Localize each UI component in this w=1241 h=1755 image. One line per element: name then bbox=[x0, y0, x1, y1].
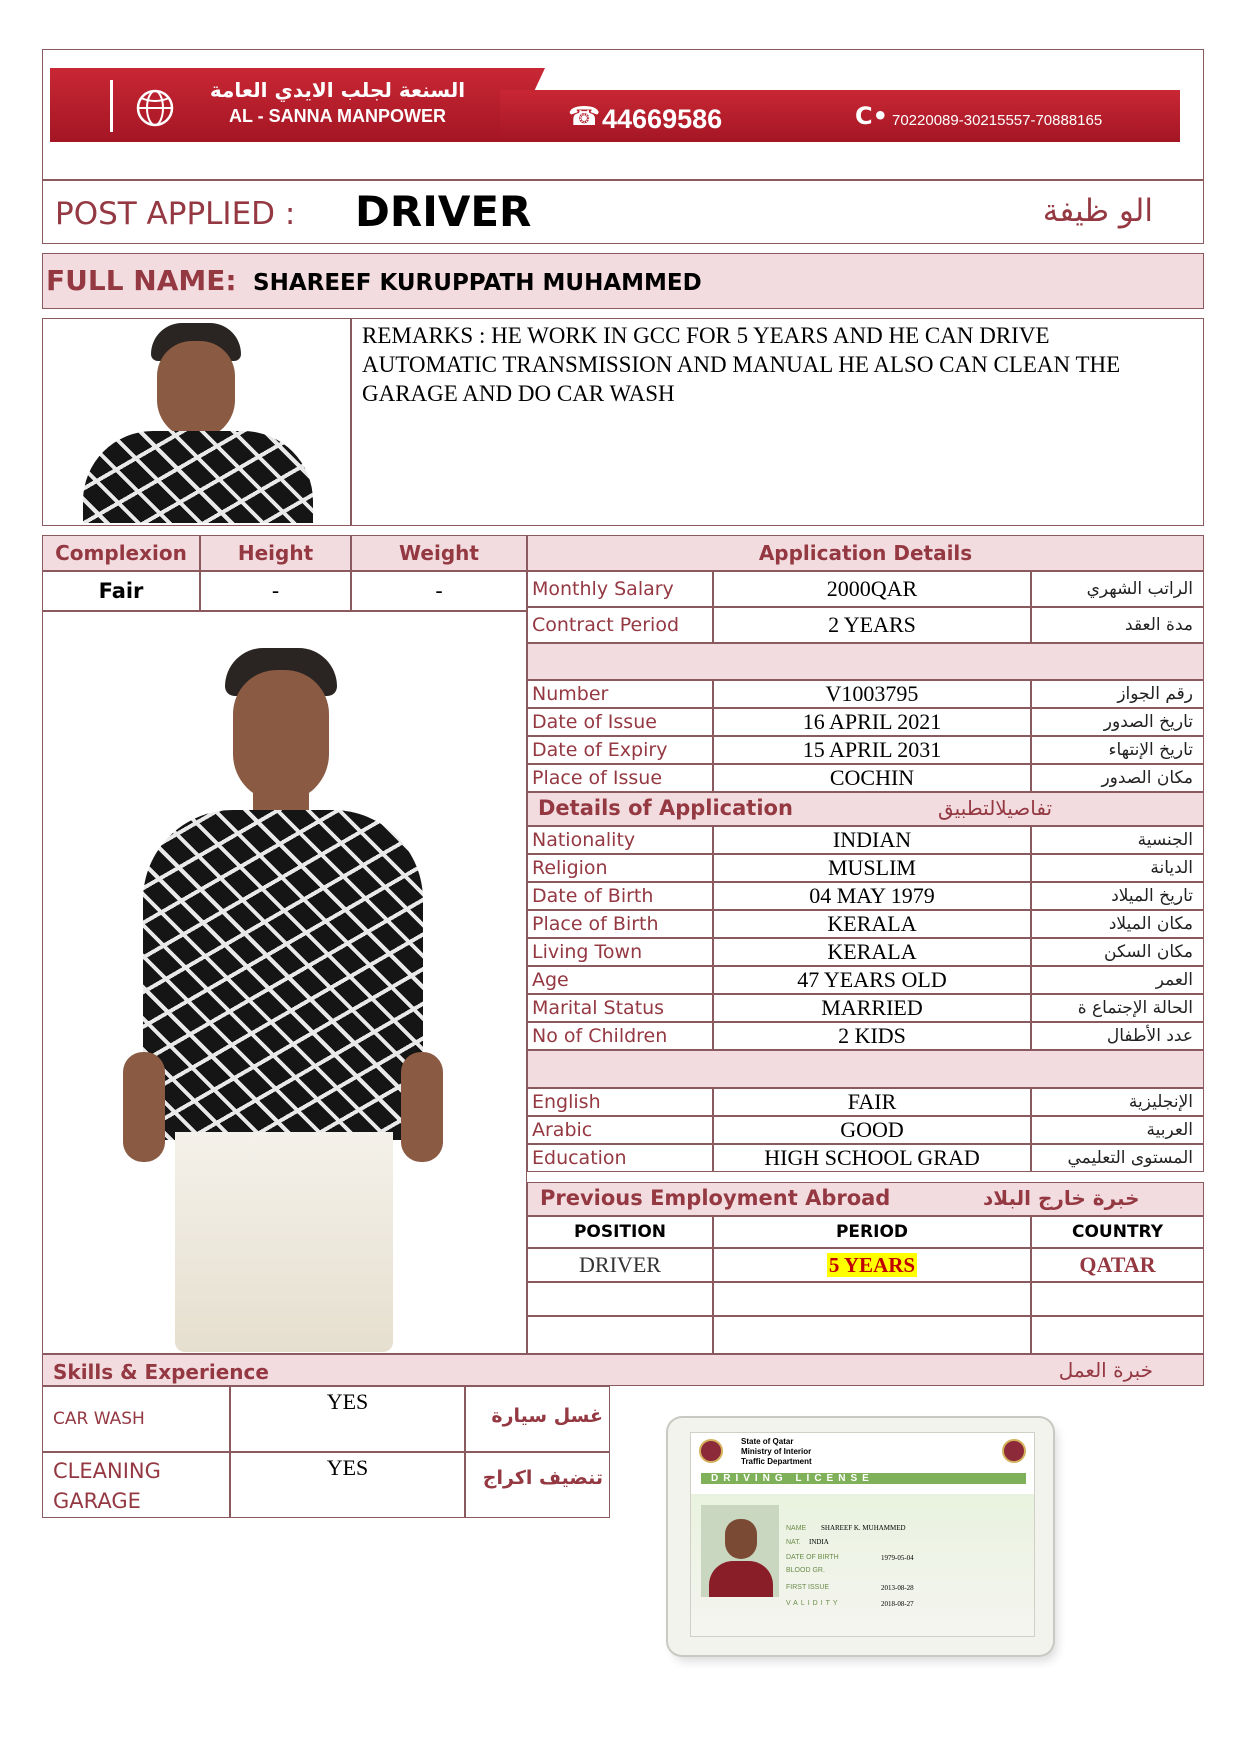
weight-header: Weight bbox=[351, 535, 527, 571]
license-photo-face bbox=[725, 1519, 757, 1559]
full-photo-left-arm bbox=[123, 1052, 165, 1162]
row-monthly-salary-value: 2000QAR bbox=[713, 571, 1031, 607]
license-photo bbox=[701, 1505, 779, 1597]
small-photo-frame bbox=[42, 318, 351, 526]
license-dob-label: DATE OF BIRTH bbox=[786, 1554, 839, 1561]
phone-number: 44669586 bbox=[602, 104, 723, 134]
row-english-value: FAIR bbox=[713, 1088, 1031, 1116]
company-name-en: AL - SANNA MANPOWER bbox=[229, 106, 446, 126]
remarks-box bbox=[351, 318, 1204, 526]
full-photo-mundu bbox=[175, 1132, 393, 1352]
license-state: State of Qatar bbox=[741, 1437, 794, 1446]
row-date-of-birth-value: 04 MAY 1979 bbox=[713, 882, 1031, 910]
license-department: Traffic Department bbox=[741, 1457, 812, 1466]
row-living-town-value: KERALA bbox=[713, 938, 1031, 966]
license-name: SHAREEF K. MUHAMMED bbox=[821, 1524, 906, 1532]
row-english-ar: الإنجليزية bbox=[1031, 1088, 1204, 1116]
row-arabic-label: Arabic bbox=[527, 1116, 713, 1144]
row-number-label: Number bbox=[527, 680, 713, 708]
license-first-issue-label: FIRST ISSUE bbox=[786, 1584, 830, 1591]
row-place-of-birth-label: Place of Birth bbox=[527, 910, 713, 938]
row-date-of-birth-ar: تاريخ الميلاد bbox=[1031, 882, 1204, 910]
row-living-town-ar: مكان السكن bbox=[1031, 938, 1204, 966]
row-place-of-issue-label: Place of Issue bbox=[527, 764, 713, 792]
row-religion-ar: الديانة bbox=[1031, 854, 1204, 882]
skill-cleaning-ar-cell bbox=[465, 1452, 610, 1518]
skill-car-wash-text: CAR WASH bbox=[53, 1409, 145, 1429]
post-label: POST APPLIED : bbox=[55, 196, 296, 232]
license-nat: INDIA bbox=[809, 1538, 829, 1546]
employment-empty-a3 bbox=[1031, 1282, 1204, 1316]
row-date-of-expiry-value: 15 APRIL 2031 bbox=[713, 736, 1031, 764]
row-education-value: HIGH SCHOOL GRAD bbox=[713, 1144, 1031, 1172]
column-country: COUNTRY bbox=[1031, 1216, 1204, 1248]
row-religion-value: MUSLIM bbox=[713, 854, 1031, 882]
employment-header-ar: خبرة خارج البلاد bbox=[983, 1186, 1140, 1210]
employment-empty-b3 bbox=[1031, 1316, 1204, 1354]
license-ministry: Ministry of Interior bbox=[741, 1447, 812, 1456]
skill-cleaning-value-cell bbox=[230, 1452, 465, 1518]
row-english-label: English bbox=[527, 1088, 713, 1116]
post-value: DRIVER bbox=[355, 187, 532, 236]
row-date-of-birth-label: Date of Birth bbox=[527, 882, 713, 910]
row-place-of-issue-value: COCHIN bbox=[713, 764, 1031, 792]
row-monthly-salary-label: Monthly Salary bbox=[527, 571, 713, 607]
license-validity: 2018-08-27 bbox=[881, 1600, 914, 1608]
full-photo-shirt bbox=[143, 810, 423, 1140]
employment-empty-a2 bbox=[713, 1282, 1031, 1316]
row-living-town-label: Living Town bbox=[527, 938, 713, 966]
skills-header-row bbox=[42, 1354, 1204, 1386]
complexion-value: Fair bbox=[42, 571, 200, 611]
details-header: Details of Application bbox=[538, 796, 793, 820]
employment-position: DRIVER bbox=[527, 1248, 713, 1282]
phone-icon: ☎ bbox=[568, 102, 601, 132]
skill-cleaning-label bbox=[42, 1452, 230, 1518]
row-number-ar: رقم الجواز bbox=[1031, 680, 1204, 708]
license-emblem-right bbox=[1002, 1439, 1026, 1463]
employment-country: QATAR bbox=[1031, 1248, 1204, 1282]
row-marital-status-ar: الحالة الإجتماع ة bbox=[1031, 994, 1204, 1022]
license-emblem-left bbox=[699, 1439, 723, 1463]
application-details-header: Application Details bbox=[527, 535, 1204, 571]
row-place-of-issue-ar: مكان الصدور bbox=[1031, 764, 1204, 792]
row-no-of-children-label: No of Children bbox=[527, 1022, 713, 1050]
row-nationality-ar: الجنسية bbox=[1031, 826, 1204, 854]
spacer-languages bbox=[527, 1050, 1204, 1088]
row-place-of-birth-ar: مكان الميلاد bbox=[1031, 910, 1204, 938]
post-row bbox=[42, 180, 1204, 244]
full-photo bbox=[103, 632, 463, 1352]
license-title: DRIVING LICENSE bbox=[701, 1473, 1026, 1484]
row-nationality-label: Nationality bbox=[527, 826, 713, 854]
row-date-of-issue-value: 16 APRIL 2021 bbox=[713, 708, 1031, 736]
spacer-passport bbox=[527, 643, 1204, 680]
skill-car-wash-value-cell bbox=[230, 1386, 465, 1452]
small-photo bbox=[69, 323, 327, 523]
license-validity-label: VALIDITY bbox=[786, 1600, 841, 1607]
row-no-of-children-value: 2 KIDS bbox=[713, 1022, 1031, 1050]
skill-car-wash-ar-cell bbox=[465, 1386, 610, 1452]
small-photo-shirt bbox=[83, 431, 313, 523]
globe-icon bbox=[135, 88, 175, 128]
employment-empty-b1 bbox=[527, 1316, 713, 1354]
name-label: FULL NAME: bbox=[46, 264, 237, 297]
row-nationality-value: INDIAN bbox=[713, 826, 1031, 854]
employment-period-cell bbox=[713, 1248, 1031, 1282]
row-monthly-salary-ar: الراتب الشهري bbox=[1031, 571, 1204, 607]
complexion-header: Complexion bbox=[42, 535, 200, 571]
row-no-of-children-ar: عدد الأطفال bbox=[1031, 1022, 1204, 1050]
skill-cleaning-text: CLEANING GARAGE bbox=[53, 1459, 161, 1513]
license-blood-label: BLOOD GR. bbox=[786, 1567, 825, 1574]
row-age-ar: العمر bbox=[1031, 966, 1204, 994]
employment-empty-a1 bbox=[527, 1282, 713, 1316]
mobile-icon: C• bbox=[855, 102, 888, 130]
full-photo-right-arm bbox=[401, 1052, 443, 1162]
skills-header-ar: خبرة العمل bbox=[1058, 1358, 1153, 1382]
banner-divider bbox=[110, 80, 113, 132]
row-education-ar: المستوى التعليمي bbox=[1031, 1144, 1204, 1172]
column-period: PERIOD bbox=[713, 1216, 1031, 1248]
height-header: Height bbox=[200, 535, 351, 571]
mobile-numbers: 70220089-30215557-70888165 bbox=[892, 112, 1103, 129]
row-marital-status-label: Marital Status bbox=[527, 994, 713, 1022]
row-place-of-birth-value: KERALA bbox=[713, 910, 1031, 938]
row-age-label: Age bbox=[527, 966, 713, 994]
license-photo-body bbox=[709, 1561, 773, 1597]
license-first-issue: 2013-08-28 bbox=[881, 1584, 914, 1592]
company-name-ar: السنعة لجلب الايدي العامة bbox=[209, 78, 466, 102]
row-contract-period-value: 2 YEARS bbox=[713, 607, 1031, 643]
row-date-of-issue-label: Date of Issue bbox=[527, 708, 713, 736]
skill-car-wash-ar: غسل سيارة bbox=[491, 1405, 603, 1427]
row-religion-label: Religion bbox=[527, 854, 713, 882]
remarks-text: REMARKS : HE WORK IN GCC FOR 5 YEARS AND HE CAN DRIVE AUTOMATIC TRANSMISSION AND MANUAL HE ALSO CAN CLEAN THE GARAGE AND DO CAR WASH bbox=[362, 323, 1121, 406]
row-date-of-expiry-ar: تاريخ الإنتهاء bbox=[1031, 736, 1204, 764]
row-date-of-issue-ar: تاريخ الصدور bbox=[1031, 708, 1204, 736]
row-marital-status-value: MARRIED bbox=[713, 994, 1031, 1022]
employment-period: 5 YEARS bbox=[828, 1253, 916, 1277]
skill-cleaning-ar: تنضيف اكراج bbox=[482, 1467, 603, 1489]
row-arabic-value: GOOD bbox=[713, 1116, 1031, 1144]
employment-empty-b2 bbox=[713, 1316, 1031, 1354]
row-arabic-ar: العربية bbox=[1031, 1116, 1204, 1144]
company-banner bbox=[50, 68, 1180, 142]
driving-license-card bbox=[668, 1418, 1053, 1655]
employment-header-row bbox=[527, 1182, 1204, 1216]
details-header-ar: تفاصيلالتطبيق bbox=[938, 796, 1053, 820]
height-value: - bbox=[200, 571, 351, 611]
row-contract-period-ar: مدة العقد bbox=[1031, 607, 1204, 643]
row-contract-period-label: Contract Period bbox=[527, 607, 713, 643]
skill-cleaning-value: YES bbox=[326, 1455, 369, 1480]
skill-car-wash-value: YES bbox=[326, 1389, 369, 1414]
column-position: POSITION bbox=[527, 1216, 713, 1248]
full-photo-frame bbox=[42, 611, 527, 1354]
license-dob: 1979-05-04 bbox=[881, 1554, 914, 1562]
full-photo-face bbox=[233, 670, 329, 802]
row-age-value: 47 YEARS OLD bbox=[713, 966, 1031, 994]
employment-header: Previous Employment Abroad bbox=[540, 1186, 891, 1210]
weight-value: - bbox=[351, 571, 527, 611]
details-header-row bbox=[527, 792, 1204, 826]
name-row bbox=[42, 253, 1204, 309]
license-nat-label: NAT. bbox=[786, 1539, 801, 1546]
row-date-of-expiry-label: Date of Expiry bbox=[527, 736, 713, 764]
row-number-value: V1003795 bbox=[713, 680, 1031, 708]
name-value: SHAREEF KURUPPATH MUHAMMED bbox=[253, 270, 702, 296]
row-education-label: Education bbox=[527, 1144, 713, 1172]
skills-header: Skills & Experience bbox=[53, 1360, 269, 1384]
license-inner bbox=[690, 1432, 1035, 1637]
small-photo-face bbox=[157, 341, 235, 439]
post-label-ar: الو ظيفة bbox=[1042, 193, 1153, 229]
license-name-label: NAME bbox=[786, 1525, 807, 1532]
skill-car-wash-label bbox=[42, 1386, 230, 1452]
